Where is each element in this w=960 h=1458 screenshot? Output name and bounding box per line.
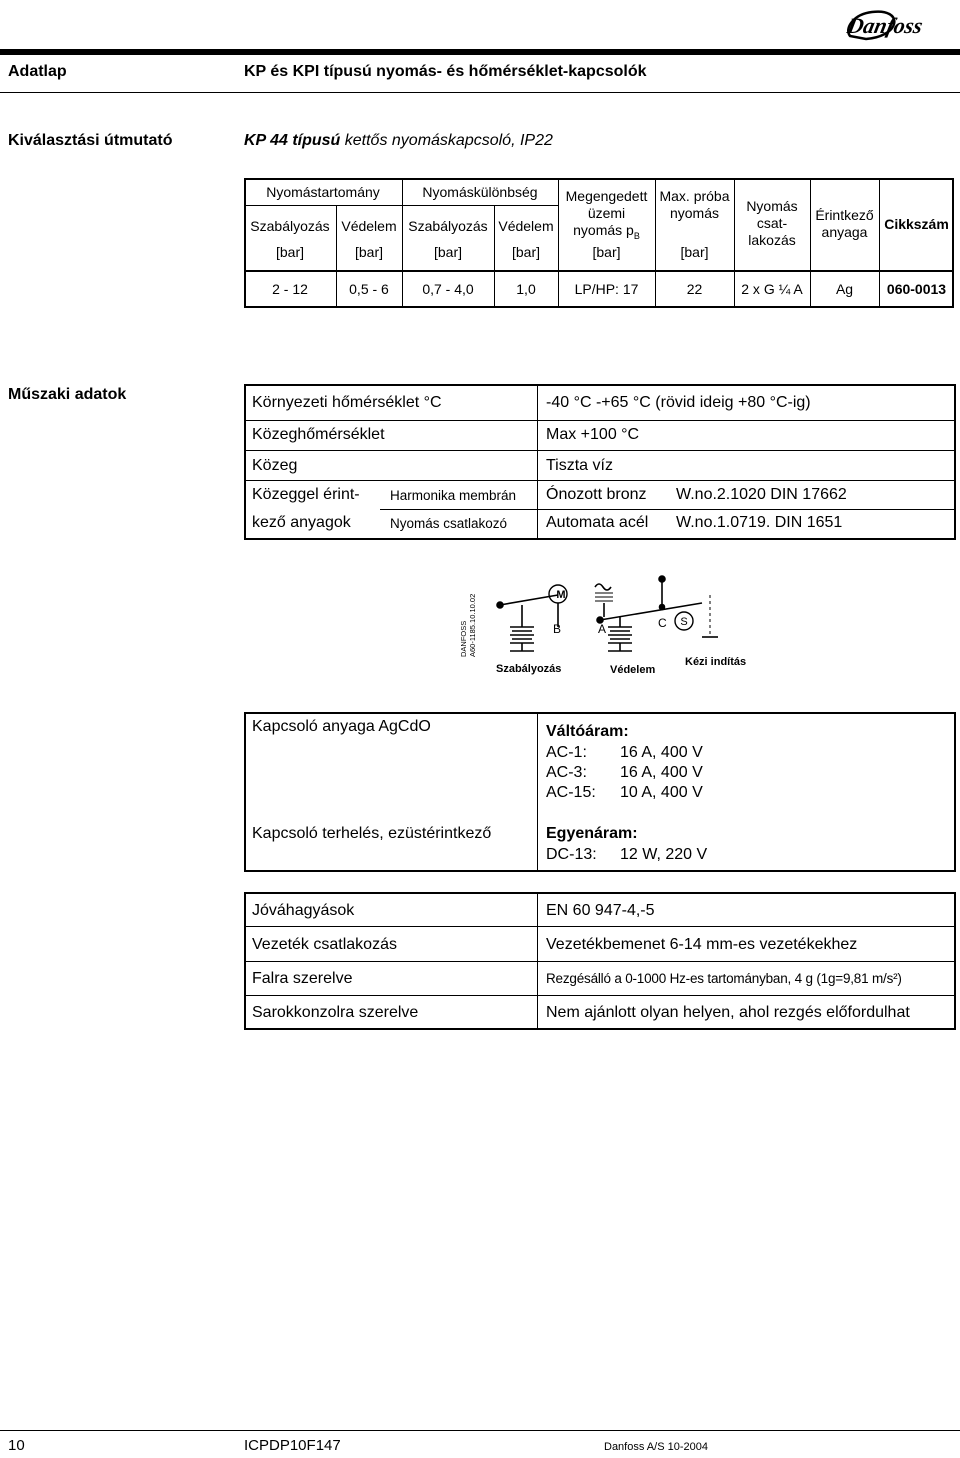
col-code: Cikkszám bbox=[884, 216, 949, 232]
approval-label: Vezeték csatlakozás bbox=[252, 936, 397, 953]
unit-label: [bar] bbox=[275, 244, 304, 260]
col-group-diff: Nyomáskülönbség bbox=[422, 184, 538, 200]
footer-rule bbox=[0, 1430, 960, 1431]
contact-label-2: kező anyagok bbox=[252, 514, 351, 531]
approval-label: Falra szerelve bbox=[252, 970, 353, 987]
page-number: 10 bbox=[8, 1437, 25, 1454]
diagram-label-manual: Kézi indítás bbox=[685, 656, 747, 668]
ac-15-value: 10 A, 400 V bbox=[620, 784, 703, 801]
ac-3-name: AC-3: bbox=[546, 764, 587, 781]
diagram-side-2: A60-1185.10.10.02 bbox=[468, 593, 477, 657]
tech-label: Közeg bbox=[252, 457, 298, 474]
tech-value: Max +100 °C bbox=[546, 426, 640, 443]
diagram-side-1: DANFOSS bbox=[459, 620, 468, 657]
col-connection: Nyomás csat- lakozás bbox=[746, 198, 798, 248]
doc-title: KP és KPI típusú nyomás- és hőmérséklet-kapcsolók bbox=[244, 63, 647, 80]
val-allowed: LP/HP: 17 bbox=[574, 281, 639, 297]
approval-value: Rezgésálló a 0-1000 Hz-es tartományban, 4 g (1g=9,81 m/s²) bbox=[546, 971, 902, 986]
val-contact: Ag bbox=[835, 281, 854, 297]
section-title: KP 44 típusú kettős nyomáskapcsoló, IP22 bbox=[244, 132, 553, 149]
tech-value: -40 °C -+65 °C (rövid ideig +80 °C-ig) bbox=[546, 394, 811, 411]
header-rule bbox=[0, 49, 960, 55]
approval-label: Jóváhagyások bbox=[252, 902, 355, 919]
diagram-label-reg: Szabályozás bbox=[496, 663, 562, 675]
dc-13-name: DC-13: bbox=[546, 846, 597, 863]
doc-type: Adatlap bbox=[8, 63, 67, 80]
contact-part-1: Harmonika membrán bbox=[390, 488, 517, 503]
col-test: Max. próba nyomás bbox=[659, 188, 730, 221]
tech-label: Környezeti hőmérséklet °C bbox=[252, 394, 442, 411]
dc-13-value: 12 W, 220 V bbox=[620, 846, 708, 863]
ac-1-name: AC-1: bbox=[546, 744, 587, 761]
val-test: 22 bbox=[686, 281, 703, 297]
approval-label: Sarokkonzolra szerelve bbox=[252, 1004, 419, 1021]
val-reg1: 2 - 12 bbox=[272, 281, 308, 297]
val-reg2: 0,7 - 4,0 bbox=[422, 281, 474, 297]
tech-label: Közeghőmérséklet bbox=[252, 426, 385, 443]
unit-label: [bar] bbox=[511, 244, 540, 260]
label-s: S bbox=[680, 616, 688, 628]
approval-value: Vezetékbemenet 6-14 mm-es vezetékekhez bbox=[546, 936, 858, 953]
diagram-label-prot: Védelem bbox=[610, 664, 656, 676]
col-group-range: Nyomástartomány bbox=[266, 184, 380, 200]
val-connection: 2 x G ¼ A bbox=[741, 281, 803, 297]
ac-1-value: 16 A, 400 V bbox=[620, 744, 703, 761]
val-prot2: 1,0 bbox=[516, 281, 536, 297]
tech-title: Műszaki adatok bbox=[8, 386, 127, 403]
contact-label-1: Közeggel érint- bbox=[252, 486, 360, 503]
section-label: Kiválasztási útmutató bbox=[8, 132, 173, 149]
label-m: M bbox=[556, 589, 566, 601]
danfoss-logo bbox=[840, 6, 952, 46]
company: Danfoss A/S 10-2004 bbox=[604, 1441, 708, 1453]
contact-std-2: W.no.1.0719. DIN 1651 bbox=[676, 514, 843, 531]
label-b: B bbox=[553, 622, 562, 636]
switch-material: Kapcsoló anyaga AgCdO bbox=[252, 718, 431, 735]
ac-15-name: AC-15: bbox=[546, 784, 596, 801]
unit-label: [bar] bbox=[592, 244, 621, 260]
label-a: A bbox=[598, 622, 607, 636]
contact-std-1: W.no.2.1020 DIN 17662 bbox=[676, 486, 847, 503]
col-contact: Érintkező anyaga bbox=[815, 207, 874, 240]
val-prot1: 0,5 - 6 bbox=[349, 281, 389, 297]
contact-mat-2: Automata acél bbox=[546, 514, 649, 531]
switch-load: Kapcsoló terhelés, ezüstérintkező bbox=[252, 825, 492, 842]
svg-text:Danfoss: Danfoss bbox=[845, 13, 926, 38]
unit-label: [bar] bbox=[354, 244, 383, 260]
doc-code: ICPDP10F147 bbox=[244, 1437, 341, 1454]
col-reg2: Szabályozás bbox=[408, 218, 488, 234]
approval-value: Nem ajánlott olyan helyen, ahol rezgés előfordulhat bbox=[546, 1004, 910, 1021]
col-prot1: Védelem bbox=[341, 218, 397, 234]
dc-title: Egyenáram: bbox=[546, 825, 638, 842]
col-allowed: Megengedett üzemi nyomás $p_B$ bbox=[565, 188, 648, 241]
ac-3-value: 16 A, 400 V bbox=[620, 764, 703, 781]
label-c: C bbox=[658, 616, 667, 630]
val-code: 060-0013 bbox=[886, 281, 947, 297]
col-reg1: Szabályozás bbox=[250, 218, 330, 234]
contact-part-2: Nyomás csatlakozó bbox=[390, 516, 508, 531]
contact-mat-1: Ónozott bronz bbox=[546, 486, 647, 503]
header-underline bbox=[0, 92, 960, 93]
col-prot2: Védelem bbox=[498, 218, 554, 234]
unit-label: [bar] bbox=[433, 244, 462, 260]
unit-label: [bar] bbox=[680, 244, 709, 260]
tech-value: Tiszta víz bbox=[546, 457, 613, 474]
ac-title: Váltóáram: bbox=[546, 723, 629, 740]
approval-value: EN 60 947-4,-5 bbox=[546, 902, 655, 919]
